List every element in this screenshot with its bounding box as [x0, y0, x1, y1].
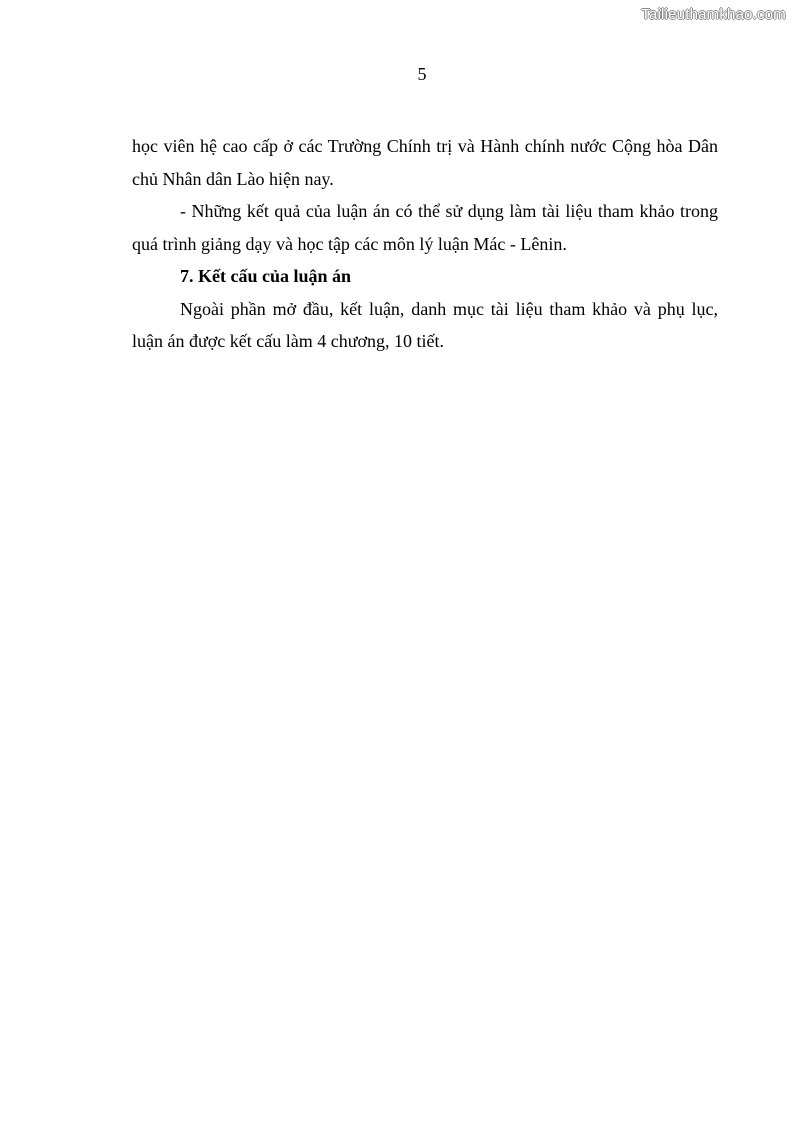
- paragraph-results-usage: - Những kết quả của luận án có thể sử dụng làm tài liệu tham khảo trong quá trình giảng dạy và học tập các môn lý luận Mác - Lênin.: [132, 201, 718, 254]
- document-body: [132, 130, 718, 358]
- watermark: Tailieuthamkhao.com: [641, 6, 786, 23]
- section-heading: 7. Kết cấu của luận án: [180, 266, 352, 286]
- page-number: 5: [417, 64, 427, 84]
- paragraph-structure: Ngoài phần mở đầu, kết luận, danh mục tài liệu tham khảo và phụ lục, luận án được kết cấu làm 4 chương, 10 tiết.: [132, 298, 718, 351]
- paragraph-continuation: học viên hệ cao cấp ở các Trường Chính trị và Hành chính nước Cộng hòa Dân chủ Nhân dân Lào hiện nay.: [132, 136, 718, 189]
